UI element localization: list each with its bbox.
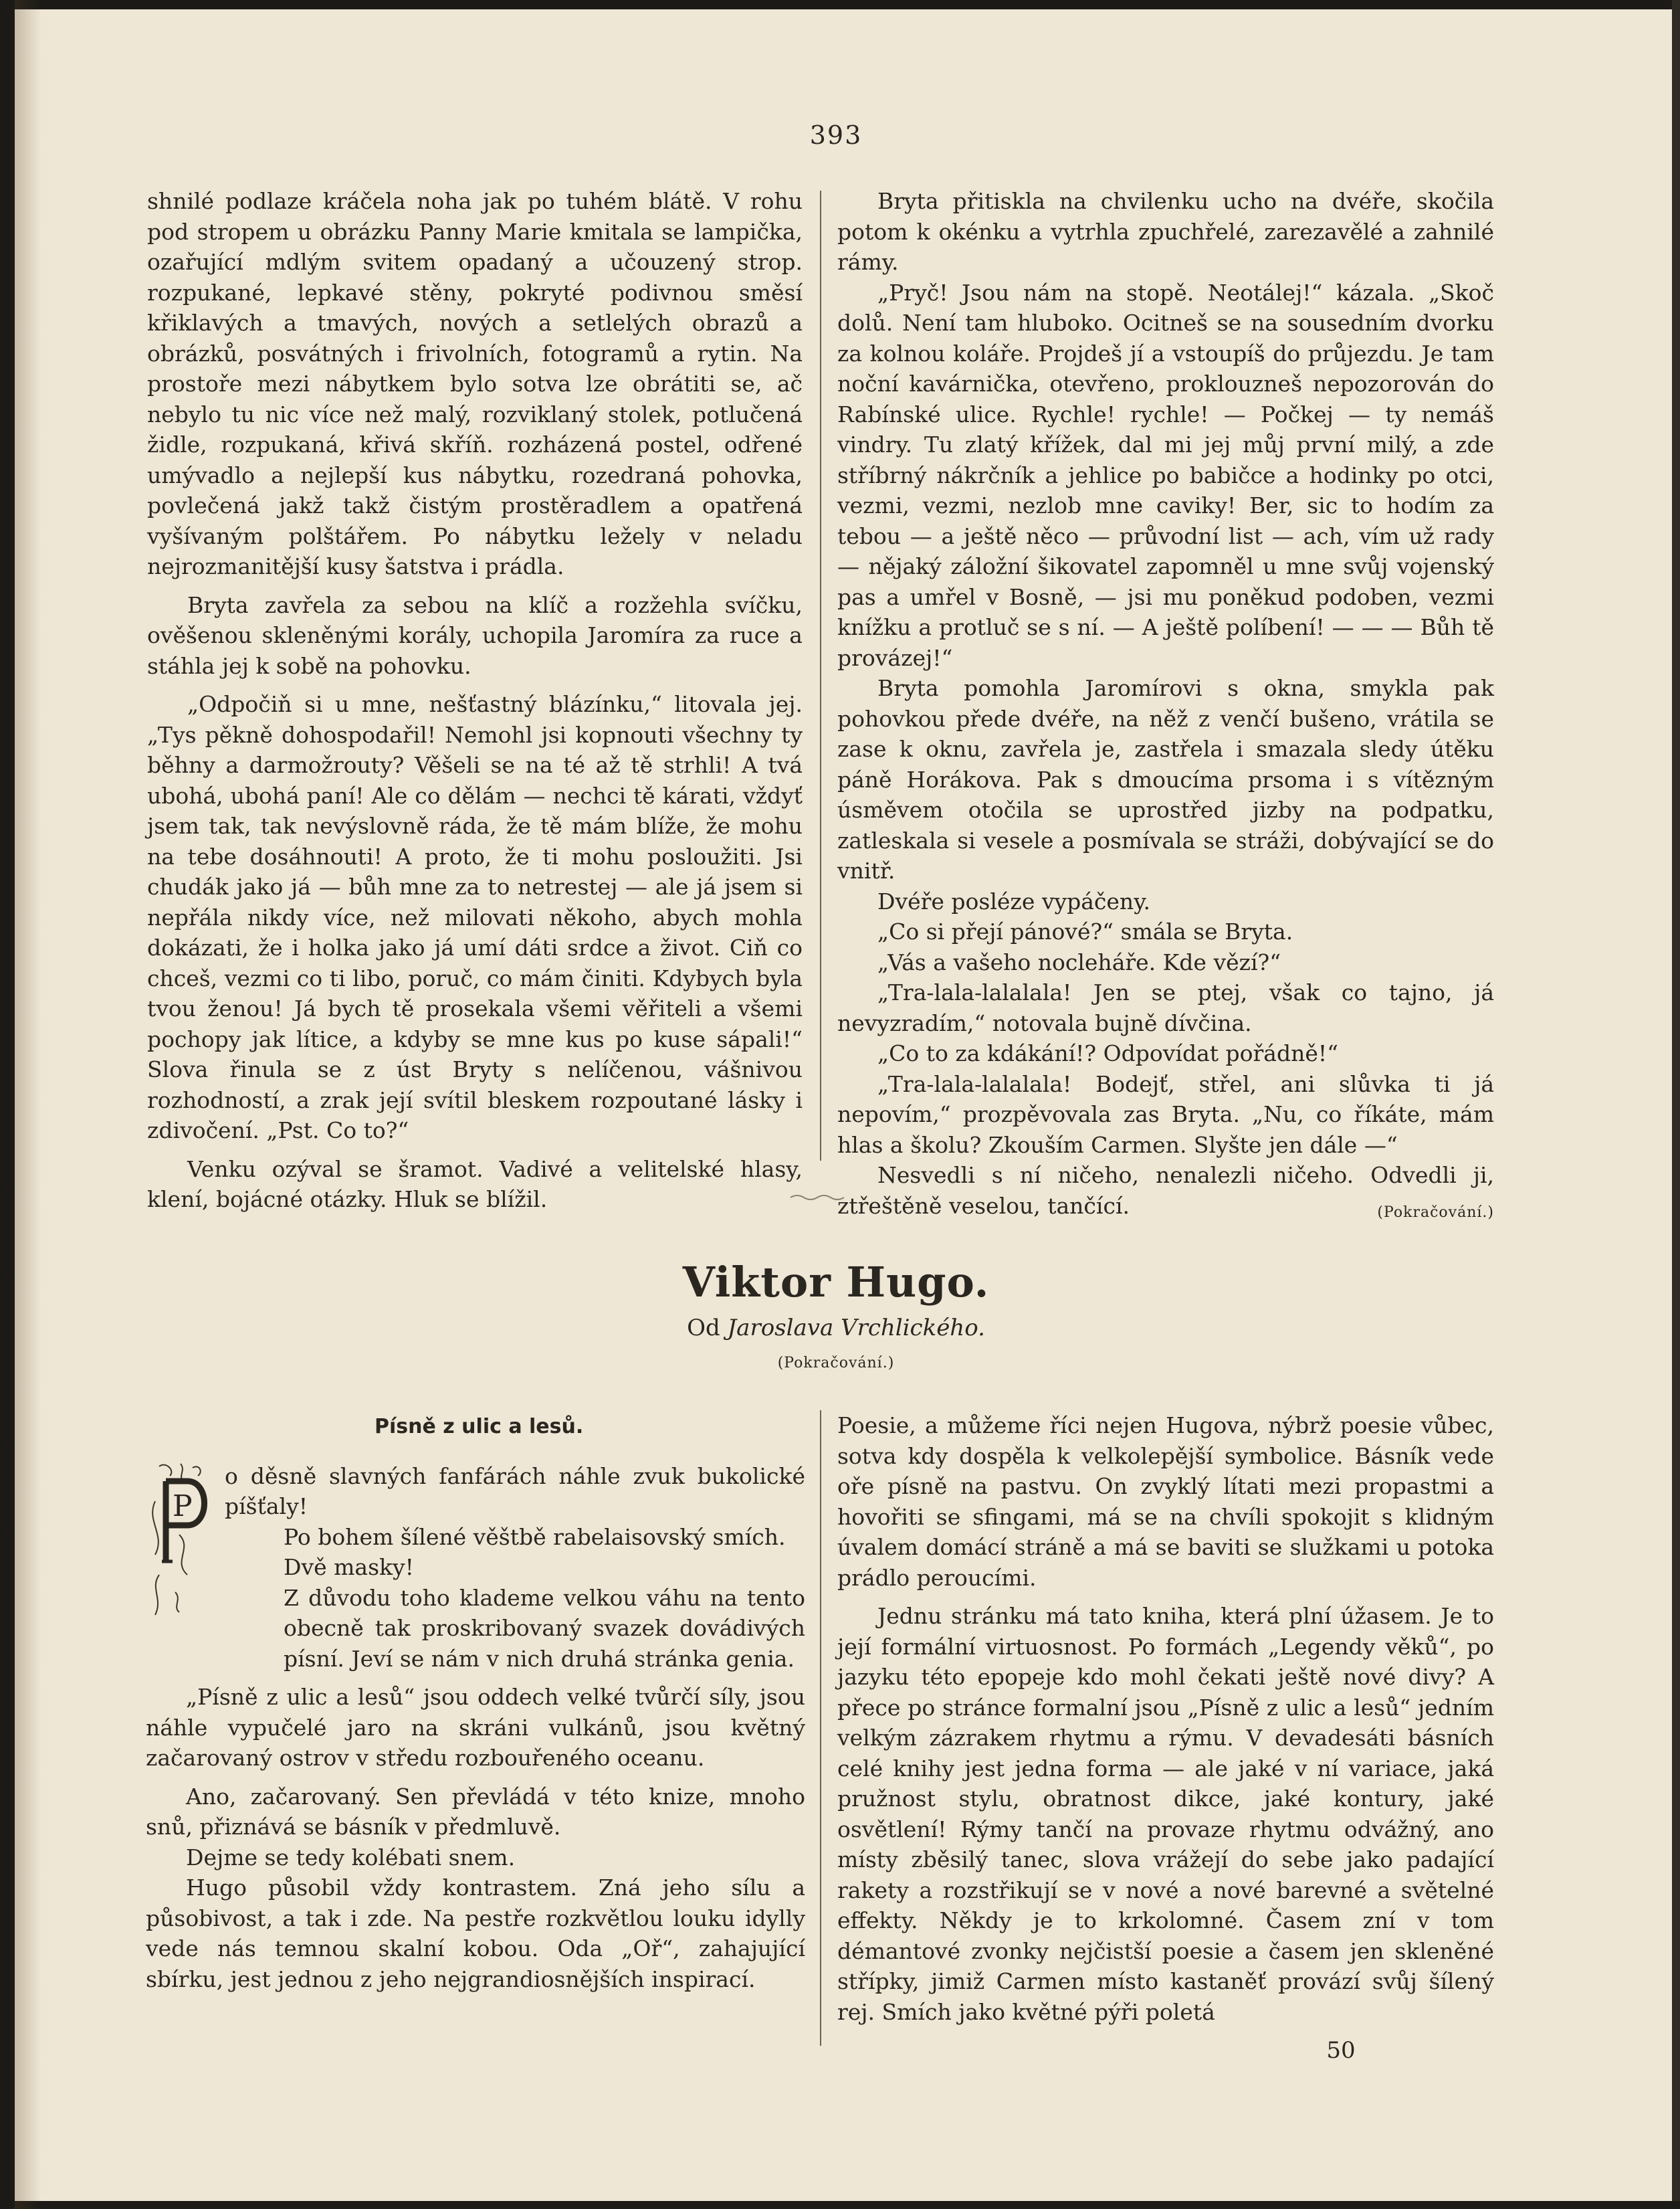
gutter-shadow <box>15 0 41 2209</box>
story-paragraph <box>837 1160 1494 1221</box>
page-number: 393 <box>809 120 863 150</box>
scan-border-left <box>0 0 15 2209</box>
section-divider-ornament <box>789 1192 849 1202</box>
story-final-line: Nesvedli s ní ničeho, nenalezli ničeho. Odvedli ji, ztřeštěně veselou, tančící. <box>837 1162 1494 1219</box>
story-paragraph: Venku ozýval se šramot. Vadivé a velitelské hlasy, klení, bojácné otázky. Hluk se blížil. <box>147 1155 803 1212</box>
article-paragraph: Hugo působil vždy kontrastem. Zná jeho sílu a působivost, a tak i zde. Na pestře rozkvětlou louku idylly vede nás temnou skalní kobou. Oda „Oř“, zahajující sbírku, jest jednou z jeho nejgrandiosnějších inspirací. <box>146 1875 805 1992</box>
article-left-column <box>146 1410 805 1994</box>
story-paragraph: „Co si přejí pánové?“ smála se Bryta. <box>877 919 1293 945</box>
story-left-column <box>147 186 803 1215</box>
byline-prefix: Od <box>687 1315 720 1341</box>
verse-first: o děsně slavných fanfárách náhle zvuk bukolické píšťaly! <box>225 1462 805 1519</box>
article-paragraph: „Písně z ulic a lesů“ jsou oddech velké tvůrčí síly, jsou náhle vypučelé jaro na skráni vulkánů, jsou květný začarovaný ostrov v středu rozbouřeného oceanu. <box>146 1684 805 1771</box>
article-paragraph: Jednu stránku má tato kniha, která plní úžasem. Je to její formální virtuosnost. Po formách „Legendy věků“, po jazyku této epopeje kdo mohl čekati ještě nové divy? A přece po stránce formalní jsou „Písně z ulic a lesů“ jedním velkým zázrakem rhytmu a rýmu. V devadesáti básních celé knihy jest jedna forma — ale jaké v ní variace, jaká pružnost stylu, obratnost dikce, jaké kontury, jaké osvětlení! Rýmy tančí na provaze rhytmu odvážný, ano místy zběsilý tanec, slova vrážejí do sebe jako padající rakety a rozstřikují se v nové a nové barevné a světelné effekty. Někdy je to krkolomné. Časem zní v tom démantové zvonky nejčistší poesie a časem jen skleněné střípky, jimiž Carmen místo kastaněť provází svůj šílený rej. Smích jako květné pýři poletá <box>837 1603 1494 2025</box>
story-paragraph: Bryta zavřela za sebou na klíč a rozžehla svíčku, ověšenou skleněnými korály, uchopila Jaromíra za ruce a stáhla jej k sobě na pohovku. <box>147 591 803 679</box>
story-paragraph: „Tra-lala-lalalala! Jen se ptej, však co tajno, já nevyzradím,“ notovala bujně dívčina. <box>837 979 1494 1036</box>
sheet-number: 50 <box>1326 2037 1356 2064</box>
dropcap-letter: P <box>173 1488 193 1523</box>
story-paragraph: „Vás a vašeho nocleháře. Kde vězí?“ <box>877 949 1281 975</box>
verse-line: Po bohem šílené věštbě rabelaisovský smích. <box>284 1523 786 1550</box>
byline-author: Jaroslava Vrchlického. <box>727 1315 985 1341</box>
story-paragraph: shnilé podlaze kráčela noha jak po tuhém blátě. V rohu pod stropem u obrázku Panny Marie kmitala se lampička, ozařující mdlým svitem opadaný a učouzený strop. rozpukané, lepkavé stěny, pokryté podivnou směsí křiklavých a tmavých, nových a setlelých obrazů a obrázků, posvátných i frivolních, fotogramů a rytin. Na prostoře mezi nábytkem bylo sotva lze obrátiti se, ač nebylo tu nic více než malý, rozviklaný stolek, potlučená židle, rozpukaná, křivá skříň. rozházená postel, odřené umývadlo a nejlepší kus nábytku, rozedraná pohovka, povlečená jakž takž čistým prostěradlem a opatřená vyšívaným polštářem. Po nábytku ležely v neladu nejrozmanitější kusy šatstva i prádla. <box>147 188 803 579</box>
article-paragraph: Ano, začarovaný. Sen převládá v této knize, mnoho snů, přiznává se básník v předmluvě. <box>146 1783 805 1840</box>
story-paragraph: Bryta pomohla Jaromírovi s okna, smykla pak pohovkou přede dvéře, na něž z venčí bušeno, vrátila se zase k oknu, zavřela je, zastřela i smazala sledy útěku páně Horákova. Pak s dmoucíma prsoma i s vítězným úsměvem otočila se uprostřed jizby na podpatku, zatleskala si vesele a posmívala se stráži, dobývající se do vnitř. <box>837 675 1494 884</box>
article-right-column <box>837 1410 1494 2027</box>
story-continuation-note: (Pokračování.) <box>1377 1204 1494 1221</box>
article-paragraph: Dejme se tedy kolébati snem. <box>186 1844 516 1870</box>
story-paragraph: „Pryč! Jsou nám na stopě. Neotálej!“ kázala. „Skoč dolů. Není tam hluboko. Ocitneš se na sousedním dvorku za kolnou koláře. Projdeš jí a vstoupíš do průjezdu. Je tam noční kavárnička, otevřeno, proklouzneš nepozorován do Rabínské ulice. Rychle! rychle! — Počkej — ty nemáš vindry. Tu zlatý křížek, dal mi jej můj první milý, a zde stříbrný nákrčník a jehlice po babičce a hodinky po otci, vezmi, vezmi, nezlob mne caviky! Ber, sic to hodím za tebou — a ještě něco — průvodní list — ach, vím už rady — nějaký záložní šikovatel zapomněl u mne svůj vojenský pas a umřel v Bosně, — jsi mu poněkud podoben, vezmi knížku a protluč se s ní. — A ještě políbení! — — — Bůh tě provázej!“ <box>837 279 1494 671</box>
article-paragraph: Poesie, a můžeme říci nejen Hugova, nýbrž poesie vůbec, sotva kdy dospěla k velkolepější symbolice. Básník vede oře písně na pastvu. On zvyklý lítati mezi propastmi a hovořiti se sfingami, má se na chvíli spokojit s klidným úvalem domácí stráně a má se baviti se služkami u potoka prádlo peroucími. <box>837 1412 1494 1591</box>
scan-border-top <box>0 0 1680 9</box>
article-title: Viktor Hugo. <box>682 1258 990 1307</box>
ornamental-dropcap <box>146 1461 221 1622</box>
article-byline <box>535 1315 1137 1341</box>
scan-border-right <box>1672 0 1680 2209</box>
section-heading: Písně z ulic a lesů. <box>375 1415 584 1438</box>
story-paragraph: Dvéře posléze vypáčeny. <box>877 888 1150 915</box>
verse-line: Z důvodu toho klademe velkou váhu na tento obecně tak proskribovaný svazek dovádivých písní. Jeví se nám v nich druhá stránka genia. <box>284 1584 805 1672</box>
story-paragraph: „Tra-lala-lalalala! Bodejť, střel, ani slůvka ti já nepovím,“ prozpěvovala zas Bryta. „Nu, co říkáte, mám hlas a školu? Zkouším Carmen. Slyšte jen dále —“ <box>837 1070 1494 1158</box>
story-paragraph: Bryta přitiskla na chvilenku ucho na dvéře, skočila potom k okénku a vytrhla zpuchřelé, zarezavělé a zahnilé rámy. <box>837 188 1494 275</box>
story-right-column <box>837 186 1494 1228</box>
column-rule-bottom <box>820 1410 821 2046</box>
scan-border-bottom <box>0 2201 1680 2209</box>
story-paragraph: „Co to za kdákání!? Odpovídat pořádně!“ <box>877 1040 1338 1066</box>
verse-line: Dvě masky! <box>284 1554 414 1580</box>
column-rule-top <box>820 191 821 1161</box>
article-continuation-note: (Pokračování.) <box>777 1355 895 1371</box>
story-paragraph: „Odpočiň si u mne, nešťastný blázínku,“ litovala jej. „Tys pěkně dohospodařil! Nemohl jsi kopnouti všechny ty běhny a darmožrouty? Věšeli se na té až tě strhli! A tvá ubohá, ubohá paní! Ale co dělám — nechci tě kárati, vždyť jsem tak, tak nevýslovně ráda, že tě mám blíže, že mohu na tebe dosáhnouti! A proto, že ti mohu posloužiti. Jsi chudák jako já — bůh mne za to netrestej — ale já jsem si nepřála nikdy více, než milovati někoho, abych mohla dokázati, že i holka jako já umí dáti srdce a život. Ciň co chceš, vezmi co ti libo, poruč, co mám činiti. Kdybych byla tvou ženou! Já bych tě prosekala všemi věřiteli a všemi pochopy jak lítice, a kdyby se mne kus po kuse sápali!“ Slova řinula se z úst Bryty s nelíčenou, vášnivou rozhodností, a zrak její svítil bleskem rozpoutané lásky i zdivočení. „Pst. Co to?“ <box>147 691 803 1143</box>
